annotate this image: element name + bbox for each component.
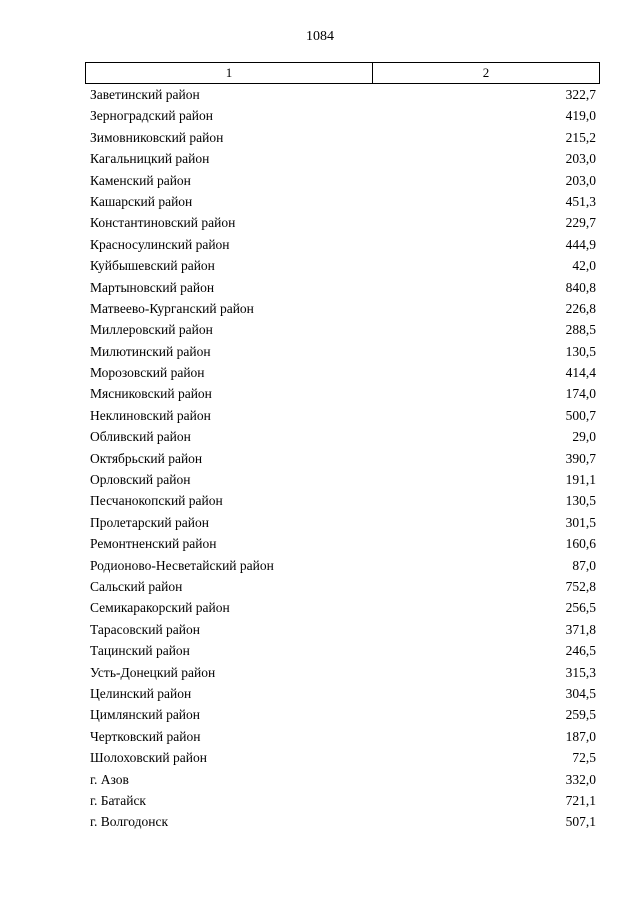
- row-value: 174,0: [565, 386, 596, 402]
- row-district-name: Цимлянский район: [90, 707, 201, 723]
- row-value: 130,5: [565, 493, 596, 509]
- table-header: [85, 62, 600, 84]
- row-value: 315,3: [565, 664, 596, 680]
- row-district-name: Морозовский район: [90, 365, 205, 381]
- table-row: [90, 170, 596, 191]
- table-row: [90, 769, 596, 790]
- table-row: [90, 469, 596, 490]
- row-district-name: Усть-Донецкий район: [90, 664, 216, 680]
- row-district-name: Матвеево-Курганский район: [90, 300, 254, 316]
- row-value: 215,2: [565, 129, 596, 145]
- row-district-name: Куйбышевский район: [90, 258, 215, 274]
- row-district-name: г. Батайск: [90, 792, 146, 808]
- table-row: [90, 341, 596, 362]
- row-district-name: Миллеровский район: [90, 322, 213, 338]
- row-value: 160,6: [565, 536, 596, 552]
- row-value: 191,1: [565, 472, 596, 488]
- table-row: [90, 704, 596, 725]
- table-body: [90, 84, 596, 833]
- row-district-name: Родионово-Несветайский район: [90, 557, 274, 573]
- row-district-name: Кагальницкий район: [90, 151, 210, 167]
- row-district-name: Зерноградский район: [90, 108, 213, 124]
- row-district-name: г. Волгодонск: [90, 814, 169, 830]
- row-district-name: Шолоховский район: [90, 750, 207, 766]
- row-district-name: Красносулинский район: [90, 236, 230, 252]
- row-district-name: Мартыновский район: [90, 279, 215, 295]
- row-district-name: Пролетарский район: [90, 514, 209, 530]
- page-number: 1084: [306, 29, 334, 44]
- row-district-name: Сальский район: [90, 578, 183, 594]
- table-row: [90, 811, 596, 832]
- row-value: 29,0: [572, 429, 596, 445]
- row-district-name: Орловский район: [90, 472, 191, 488]
- row-district-name: Заветинский район: [90, 87, 200, 102]
- row-value: 332,0: [565, 771, 596, 787]
- row-value: 72,5: [572, 750, 596, 766]
- row-district-name: Милютинский район: [90, 343, 211, 359]
- table-header-col-1: 1: [86, 63, 373, 83]
- row-value: 451,3: [565, 193, 596, 209]
- table-row: [90, 298, 596, 319]
- table-row: [90, 383, 596, 404]
- table-row: [90, 726, 596, 747]
- row-value: 187,0: [565, 728, 596, 744]
- table-row: [90, 277, 596, 298]
- row-district-name: Мясниковский район: [90, 386, 212, 402]
- row-district-name: Константиновский район: [90, 215, 236, 231]
- row-value: 87,0: [572, 557, 596, 573]
- row-value: 752,8: [565, 578, 596, 594]
- table-row: [90, 362, 596, 383]
- row-value: 301,5: [565, 514, 596, 530]
- table-row: [90, 619, 596, 640]
- row-district-name: Чертковский район: [90, 728, 201, 744]
- table-row: [90, 683, 596, 704]
- row-value: 203,0: [565, 151, 596, 167]
- table-row: [90, 105, 596, 126]
- row-district-name: Целинский район: [90, 685, 192, 701]
- row-value: 500,7: [565, 407, 596, 423]
- row-value: 259,5: [565, 707, 596, 723]
- row-value: 304,5: [565, 685, 596, 701]
- row-value: 226,8: [565, 300, 596, 316]
- row-district-name: Неклиновский район: [90, 407, 211, 423]
- row-district-name: Тацинский район: [90, 643, 190, 659]
- table-row: [90, 512, 596, 533]
- table-row: [90, 640, 596, 661]
- row-district-name: Песчанокопский район: [90, 493, 223, 509]
- table-row: [90, 319, 596, 340]
- table-header-col-2: 2: [482, 65, 490, 80]
- row-district-name: Кашарский район: [90, 193, 193, 209]
- table-row: [90, 790, 596, 811]
- row-value: 246,5: [565, 643, 596, 659]
- row-value: 444,9: [565, 236, 596, 252]
- table-row: [90, 490, 596, 511]
- row-value: 721,1: [565, 792, 596, 808]
- row-district-name: Октябрьский район: [90, 450, 203, 466]
- row-district-name: г. Азов: [90, 771, 129, 787]
- table-row: [90, 255, 596, 276]
- row-value: 840,8: [565, 279, 596, 295]
- table-row: [90, 127, 596, 148]
- table-row: [90, 597, 596, 618]
- row-value: 256,5: [565, 600, 596, 616]
- row-value: 229,7: [565, 215, 596, 231]
- row-district-name: Семикаракорский район: [90, 600, 230, 616]
- row-value: 507,1: [565, 814, 596, 830]
- row-district-name: Каменский район: [90, 172, 191, 188]
- row-district-name: Ремонтненский район: [90, 536, 217, 552]
- table-row: [90, 84, 596, 105]
- table-row: [90, 212, 596, 233]
- row-value: 288,5: [565, 322, 596, 338]
- table-row: [90, 555, 596, 576]
- table-row: [90, 234, 596, 255]
- row-value: 42,0: [572, 258, 596, 274]
- row-value: 371,8: [565, 621, 596, 637]
- row-district-name: Тарасовский район: [90, 621, 200, 637]
- table-row: [90, 448, 596, 469]
- row-value: 419,0: [565, 108, 596, 124]
- table-row: [90, 426, 596, 447]
- row-district-name: Зимовниковский район: [90, 129, 224, 145]
- table-row: [90, 405, 596, 426]
- row-value: 414,4: [565, 365, 596, 381]
- row-value: 203,0: [565, 172, 596, 188]
- table-row: [90, 533, 596, 554]
- row-value: 130,5: [565, 343, 596, 359]
- table-row: [90, 148, 596, 169]
- table-row: [90, 191, 596, 212]
- table-row: [90, 662, 596, 683]
- row-value: 322,7: [565, 87, 596, 102]
- row-value: 390,7: [565, 450, 596, 466]
- row-district-name: Обливский район: [90, 429, 191, 445]
- table-row: [90, 576, 596, 597]
- table-row: [90, 747, 596, 768]
